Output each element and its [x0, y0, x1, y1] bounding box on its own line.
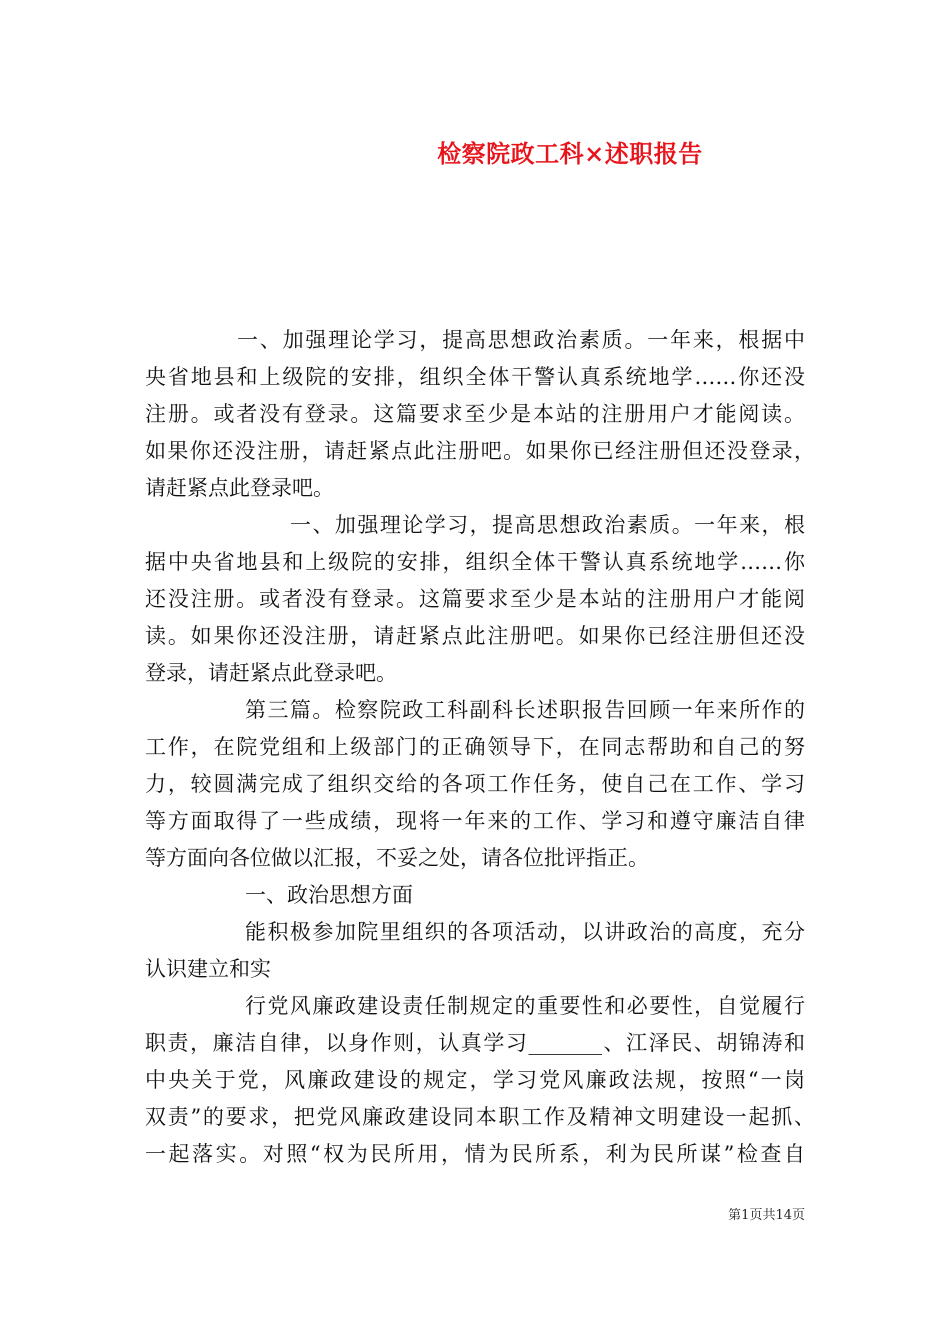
text-line: 第三篇。检察院政工科副科长述职报告回顾一年来所作的 — [245, 698, 805, 722]
text-line: 登录，请赶紧点此登录吧。 — [145, 661, 397, 685]
document-title: 检察院政工科×述职报告 — [437, 139, 703, 168]
text-line: 请赶紧点此登录吧。 — [145, 476, 334, 500]
text-line: 还没注册。或者没有登录。这篇要求至少是本站的注册用户才能阅 — [145, 587, 805, 611]
text-line: 行党风廉政建设责任制规定的重要性和必要性，自觉履行 — [245, 994, 805, 1018]
text-line: 一、加强理论学习，提高思想政治素质。一年来，根 — [290, 513, 805, 537]
text-line: 据中央省地县和上级院的安排，组织全体干警认真系统地学……你 — [145, 550, 805, 574]
text-line: 一起落实。对照“权为民所用，情为民所系，利为民所谋”检查自 — [145, 1142, 805, 1166]
text-line: 如果你还没注册，请赶紧点此注册吧。如果你已经注册但还没登录， — [145, 439, 815, 463]
text-line: 等方面取得了一些成绩，现将一年来的工作、学习和遵守廉洁自律 — [145, 809, 805, 833]
text-line: 注册。或者没有登录。这篇要求至少是本站的注册用户才能阅读。 — [145, 402, 805, 426]
text-line: 能积极参加院里组织的各项活动，以讲政治的高度，充分 — [245, 920, 805, 944]
section-heading: 一、政治思想方面 — [245, 883, 413, 907]
text-line: 中央关于党，风廉政建设的规定，学习党风廉政法规，按照“一岗 — [145, 1068, 805, 1092]
text-line: 工作，在院党组和上级部门的正确领导下，在同志帮助和自己的努 — [145, 735, 805, 759]
text-line: 认识建立和实 — [145, 957, 271, 981]
text-line: 读。如果你还没注册，请赶紧点此注册吧。如果你已经注册但还没 — [145, 624, 805, 648]
page-number: 第1页共14页 — [728, 1208, 805, 1223]
text-line: 双责”的要求，把党风廉政建设同本职工作及精神文明建设一起抓、 — [145, 1105, 815, 1129]
text-line: 力，较圆满完成了组织交给的各项工作任务，使自己在工作、学习 — [145, 772, 805, 796]
text-line: 等方面向各位做以汇报，不妥之处，请各位批评指正。 — [145, 846, 649, 870]
text-line: 职责，廉洁自律，以身作则，认真学习_______、江泽民、胡锦涛和 — [145, 1031, 805, 1055]
text-line: 一、加强理论学习，提高思想政治素质。一年来，根据中 — [237, 328, 805, 352]
text-line: 央省地县和上级院的安排，组织全体干警认真系统地学……你还没 — [145, 365, 805, 389]
